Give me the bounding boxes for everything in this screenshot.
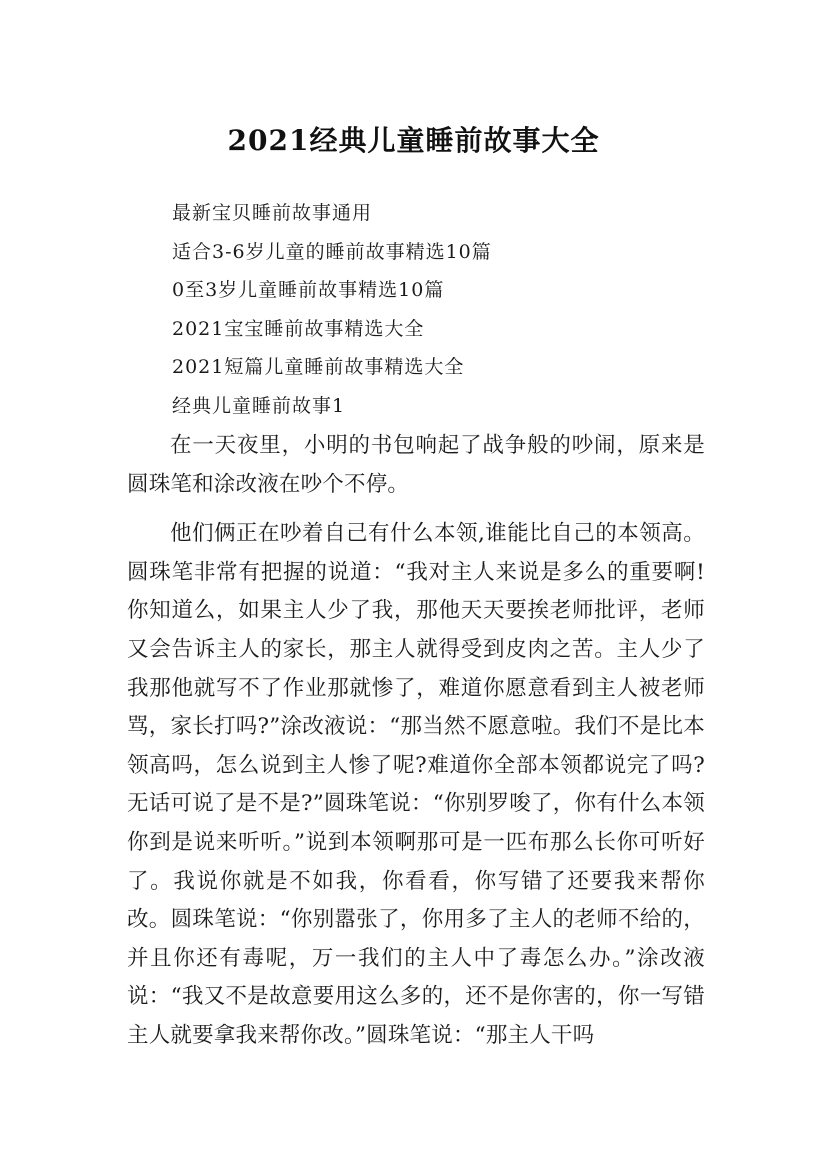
toc-item: 经典儿童睡前故事1 bbox=[172, 394, 346, 417]
story-paragraph: 他们俩正在吵着自己有什么本领,谁能比自己的本领高。圆珠笔非常有把握的说道：“我对主人来说是多么的重要啊!你知道么，如果主人少了我，那他天天要挨老师批评，老师又会告诉主人的家长，那主人就得受到皮肉之苦。主人少了我那他就写不了作业那就惨了，难道你愿意看到主人被老师骂，家长打吗?”涂改液说：“那当然不愿意啦。我们不是比本领高吗，怎么说到主人惨了呢?难道你全部本领都说完了吗?无话可说了是不是?”圆珠笔说：“你别罗唆了，你有什么本领你到是说来听听。”说到本领啊那可是一匹布那么长你可听好了。我说你就是不如我，你看看，你写错了还要我来帮你改。圆珠笔说：“你别嚣张了，你用多了主人的老师不给的，并且你还有毒呢，万一我们的主人中了毒怎么办。”涂改液说：“我又不是故意要用这么多的，还不是你害的，你一写错主人就要拿我来帮你改。”圆珠笔说：“那主人干吗 bbox=[127, 521, 705, 1048]
story-body bbox=[127, 427, 705, 1067]
toc-item: 适合3-6岁儿童的睡前故事精选10篇 bbox=[172, 240, 492, 263]
table-of-contents bbox=[172, 194, 732, 425]
toc-item: 2021宝宝睡前故事精选大全 bbox=[172, 317, 425, 340]
toc-item: 0至3岁儿童睡前故事精选10篇 bbox=[172, 279, 445, 301]
toc-item: 最新宝贝睡前故事通用 bbox=[172, 202, 373, 224]
story-paragraph: 在一天夜里，小明的书包响起了战争般的吵闹，原来是圆珠笔和涂改液在吵个不停。 bbox=[127, 433, 705, 497]
toc-item: 2021短篇儿童睡前故事精选大全 bbox=[172, 356, 465, 378]
document-title: 2021经典儿童睡前故事大全 bbox=[227, 123, 600, 157]
